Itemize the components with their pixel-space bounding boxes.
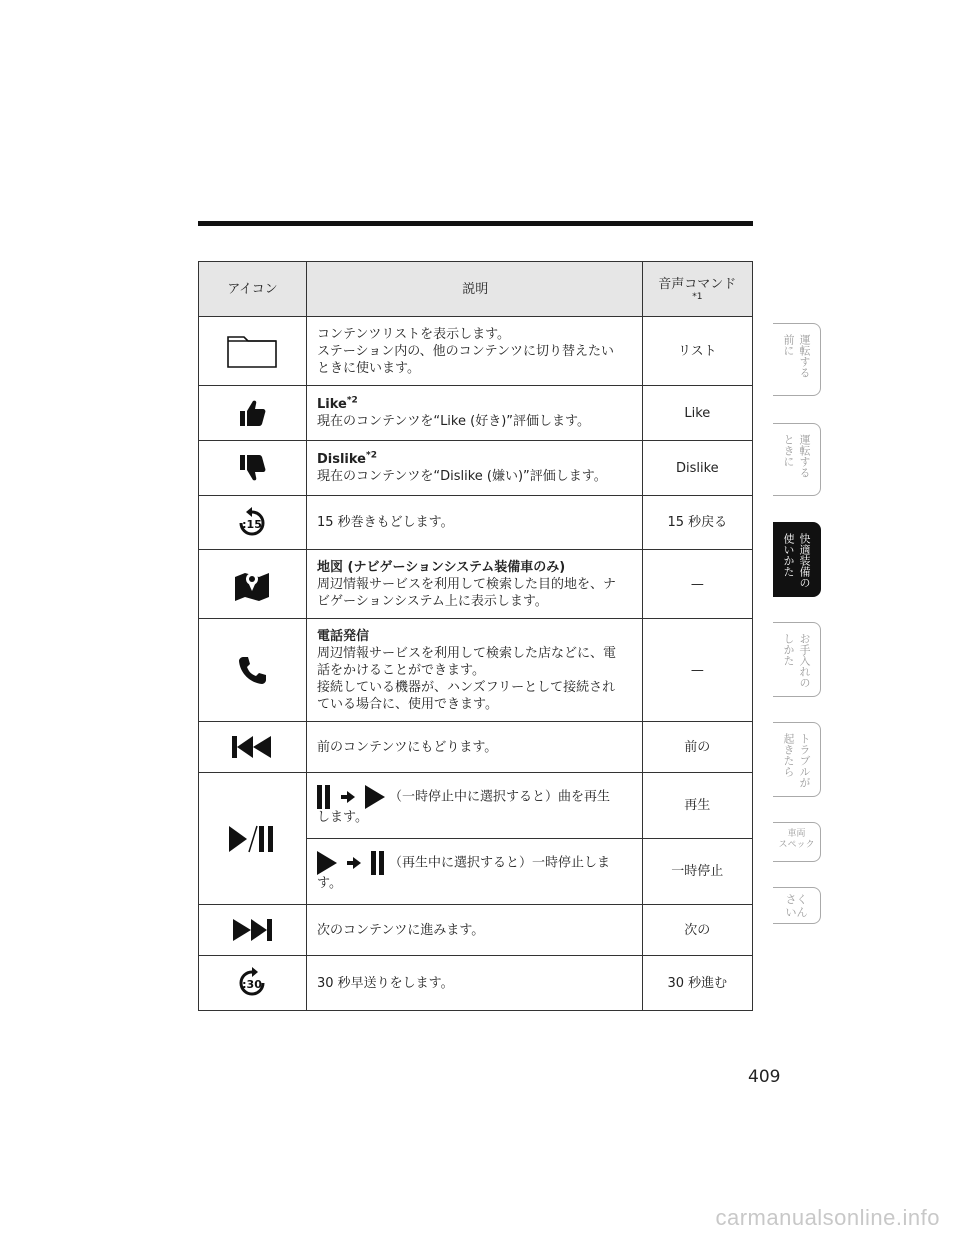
thumbs-down-icon[interactable]	[199, 441, 307, 496]
row-title-sup: *2	[366, 450, 377, 461]
row-desc: （一時停止中に選択すると）曲を再生	[388, 789, 610, 805]
row-title: Like	[316, 397, 347, 412]
header-cmd-sup: *1	[692, 291, 703, 302]
table-row	[199, 773, 753, 839]
row-cmd: 一時停止	[642, 839, 752, 905]
row-cmd: Dislike	[642, 441, 752, 496]
table-row	[199, 386, 753, 441]
row-desc: 30 秒早送りをします。	[306, 956, 642, 1011]
tab-comfort-features[interactable]	[773, 522, 821, 597]
row-desc-line: 周辺情報サービスを利用して検索した目的地を、ナ	[316, 576, 616, 592]
header-desc: 説明	[306, 262, 642, 317]
tab-label: いん	[785, 906, 808, 919]
icon-table	[198, 261, 753, 1011]
table-row	[199, 956, 753, 1011]
pause-icon	[371, 851, 385, 875]
row-cmd: 15 秒戻る	[642, 496, 752, 550]
row-title: 電話発信	[316, 628, 369, 644]
table-row	[199, 496, 753, 550]
list-icon[interactable]	[199, 317, 307, 386]
row-desc-cont: す。	[316, 876, 342, 891]
thumbs-up-icon[interactable]	[199, 386, 307, 441]
header-cmd-label: 音声コマンド	[658, 276, 737, 292]
row-cmd: リスト	[642, 317, 752, 386]
play-icon	[317, 851, 337, 875]
header-icon: アイコン	[199, 262, 307, 317]
forward-30-icon[interactable]	[199, 956, 307, 1011]
row-desc-line: ビゲーションシステム上に表示します。	[316, 593, 548, 609]
tab-while-driving[interactable]	[773, 423, 821, 496]
row-cmd: —	[642, 550, 752, 619]
table-row	[199, 722, 753, 773]
row-cmd: 次の	[642, 905, 752, 956]
row-desc-cont: します。	[316, 810, 368, 825]
tab-label: 使いかた	[782, 533, 795, 577]
tab-label: さく	[785, 893, 808, 906]
map-icon[interactable]	[199, 550, 307, 619]
row-title-sup: *2	[346, 395, 358, 406]
arrow-right-icon	[347, 857, 361, 869]
tab-label: トラブルが	[798, 733, 811, 788]
row-desc-line: ステーション内の、他のコンテンツに切り替えたい	[316, 343, 615, 359]
row-desc-line: ている場合に、使用できます。	[316, 696, 498, 712]
replay-15-icon[interactable]	[199, 496, 307, 550]
tab-label: スペック	[778, 840, 815, 850]
row-cmd: —	[642, 619, 752, 722]
play-icon	[365, 785, 385, 809]
row-title: 地図 (ナビゲーションシステム装備車のみ)	[316, 559, 566, 575]
table-row	[199, 619, 753, 722]
tab-index[interactable]	[773, 887, 821, 924]
row-desc: 前のコンテンツにもどります。	[306, 722, 642, 773]
header-cmd	[642, 262, 752, 317]
tab-label: 起きたら	[782, 733, 795, 777]
phone-icon[interactable]	[199, 619, 307, 722]
tab-label: 車両	[787, 829, 806, 839]
table-row	[199, 905, 753, 956]
page-number: 409	[748, 1067, 781, 1087]
tab-label: 前に	[782, 334, 795, 356]
row-cmd: 30 秒進む	[642, 956, 752, 1011]
tab-label: ときに	[782, 434, 795, 467]
row-desc: 次のコンテンツに進みます。	[306, 905, 642, 956]
table-row	[199, 550, 753, 619]
row-cmd: Like	[642, 386, 752, 441]
tab-troubleshooting[interactable]	[773, 722, 821, 797]
row-cmd: 再生	[642, 773, 752, 839]
row-desc: 現在のコンテンツを“Like (好き)”評価します。	[316, 414, 590, 429]
tab-label: しかた	[782, 633, 795, 666]
watermark: carmanualsonline.info	[715, 1205, 940, 1230]
row-desc-line: 周辺情報サービスを利用して検索した店などに、電	[316, 645, 616, 661]
table-header	[199, 262, 753, 317]
tab-label: お手入れの	[798, 633, 811, 688]
row-desc-line: コンテンツリストを表示します。	[316, 326, 511, 342]
pause-icon	[317, 785, 331, 809]
tab-label: 運転する	[798, 434, 811, 478]
previous-icon[interactable]	[199, 722, 307, 773]
row-desc: 15 秒巻きもどします。	[306, 496, 642, 550]
replay-15-label: :15	[242, 517, 263, 531]
tab-vehicle-specs[interactable]	[773, 822, 821, 862]
row-desc-line: ときに使います。	[316, 360, 420, 376]
row-desc: （再生中に選択すると）一時停止しま	[388, 855, 610, 871]
row-cmd: 前の	[642, 722, 752, 773]
tab-label: 快適装備の	[798, 533, 811, 588]
forward-30-label: :30	[242, 978, 263, 991]
row-title: Dislike	[316, 452, 366, 467]
row-desc-line: 接続している機器が、ハンズフリーとして接続され	[316, 679, 616, 695]
row-desc-line: 話をかけることができます。	[316, 662, 485, 678]
arrow-right-icon	[341, 791, 355, 803]
section-rule	[198, 221, 753, 226]
table-row	[199, 441, 753, 496]
next-icon[interactable]	[199, 905, 307, 956]
row-desc: 現在のコンテンツを“Dislike (嫌い)”評価します。	[316, 469, 607, 484]
table-row	[199, 317, 753, 386]
tab-label: 運転する	[798, 334, 811, 378]
tab-before-driving[interactable]	[773, 323, 821, 396]
play-pause-icon[interactable]	[199, 773, 307, 905]
tab-maintenance[interactable]	[773, 622, 821, 697]
